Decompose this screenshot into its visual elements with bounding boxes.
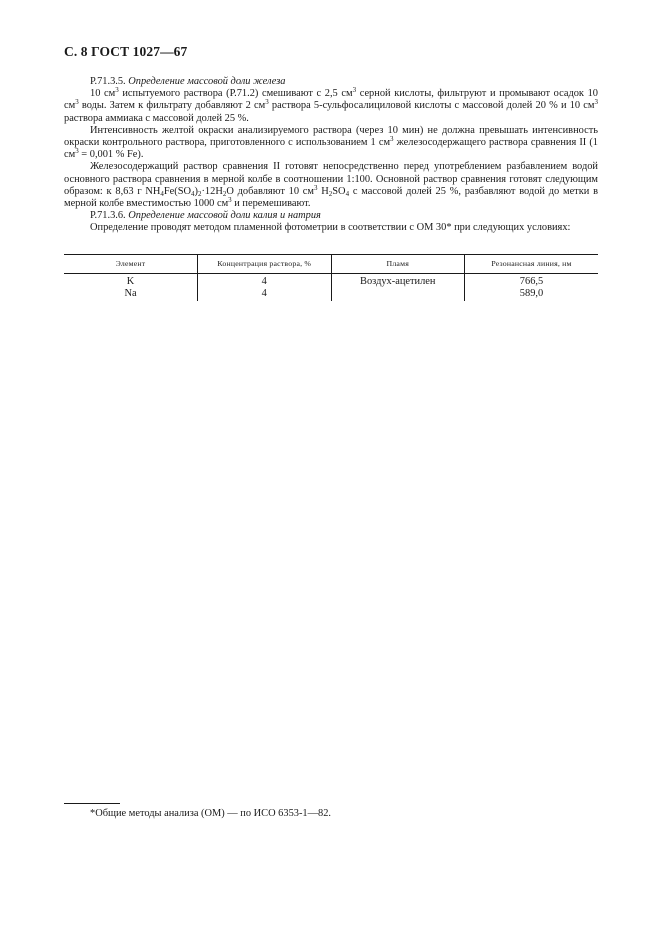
text-run: 10 см xyxy=(90,88,116,100)
table-row xyxy=(64,274,598,288)
superscript: 3 xyxy=(594,98,598,107)
paragraph-iron-reference-solution xyxy=(64,161,598,210)
text-run: Железосодержащий раствор сравнения II готовят непосредственно перед употреблением разбавлением водой основного раствора сравнения в мерной колбе в соотношении 1:100. Основной раствор сравнения готовят следующим образом: к 8,63 г NH xyxy=(64,161,598,197)
conditions-table xyxy=(64,254,598,301)
table-cell: K xyxy=(126,276,135,288)
text-run: железосодержащего раствора сравнения II (1 см xyxy=(64,137,598,161)
superscript: 3 xyxy=(115,86,119,95)
subscript: 2 xyxy=(328,189,333,198)
section-title: Определение массовой доли калия и натрия xyxy=(128,210,321,222)
text-run: ) xyxy=(194,185,198,197)
section-heading-potassium-sodium xyxy=(64,210,598,222)
superscript: 3 xyxy=(390,135,394,144)
table-cell: Na xyxy=(124,287,137,299)
text-run: раствора 5-сульфосалициловой кислоты с массовой долей 20 % и 10 см xyxy=(268,100,595,112)
superscript: 3 xyxy=(228,196,232,205)
superscript: 3 xyxy=(352,86,357,95)
table-cell: Воздух-ацетилен xyxy=(331,274,465,288)
section-number: Р.71.3.6. xyxy=(90,210,126,222)
paragraph-iron-intensity xyxy=(64,125,598,162)
superscript: 3 xyxy=(265,98,269,107)
superscript: 3 xyxy=(313,183,318,192)
table-cell: 766,5 xyxy=(465,274,599,288)
column-header-flame: Пламя xyxy=(331,255,465,274)
text-run: = 0,001 % Fe). xyxy=(78,149,144,161)
table-cell: 4 xyxy=(198,274,332,288)
subscript: 4 xyxy=(160,189,164,198)
text-run: раствора аммиака с массовой долей 25 %. xyxy=(64,112,249,124)
text-run: Fe(SO xyxy=(163,185,191,197)
footnote-divider xyxy=(64,803,120,804)
section-title: Определение массовой доли железа xyxy=(128,76,286,87)
subscript: 4 xyxy=(345,189,350,198)
table-cell xyxy=(331,288,465,301)
table-cell: 589,0 xyxy=(465,288,599,301)
document-body xyxy=(64,76,598,235)
subscript: 2 xyxy=(197,189,202,198)
paragraph-flame-photometry: Определение проводят методом пламенной фотометрии в соответствии с ОМ 30* при следующих условиях: xyxy=(90,222,571,234)
text-run: O добавляют 10 см xyxy=(226,185,314,197)
table-cell: 4 xyxy=(198,288,332,301)
footnote: *Общие методы анализа (ОМ) — по ИСО 6353-1—82. xyxy=(90,808,331,819)
column-header-element: Элемент xyxy=(64,255,198,274)
column-header-concentration: Концентрация раствора, % xyxy=(198,255,332,274)
section-heading-iron xyxy=(64,76,598,88)
text-run: ·12H xyxy=(201,185,223,197)
paragraph-iron-procedure xyxy=(64,88,598,125)
text-run: серной кислоты, фильтруют и промывают осадок 10 см xyxy=(64,88,598,112)
text-run: с массовой долей 25 %, разбавляют водой до метки в мерной колбе вместимостью 1000 см xyxy=(64,185,598,210)
subscript: 4 xyxy=(191,189,195,198)
text-run: H xyxy=(317,185,329,197)
subscript: 2 xyxy=(222,189,227,198)
text-run: Интенсивность желтой окраски анализируемого раствора (через 10 мин) не должна превышать интенсивность окраски контрольного раствора, приготовленного с использованием 1 см xyxy=(64,124,598,149)
page-header: С. 8 ГОСТ 1027—67 xyxy=(64,44,188,59)
section-number: Р.71.3.5. xyxy=(90,76,126,87)
table-header-row xyxy=(64,255,598,274)
text-run: воды. Затем к фильтрату добавляют 2 см xyxy=(78,100,266,112)
text-run: SO xyxy=(332,185,346,197)
table-row xyxy=(64,288,598,301)
superscript: 3 xyxy=(75,147,79,156)
text-run: испытуемого раствора (Р.71.2) смешивают с 2,5 см xyxy=(118,88,353,100)
superscript: 3 xyxy=(75,98,79,107)
text-run: и перемешивают. xyxy=(231,198,311,210)
column-header-resonance-line: Резонансная линия, нм xyxy=(465,255,599,274)
